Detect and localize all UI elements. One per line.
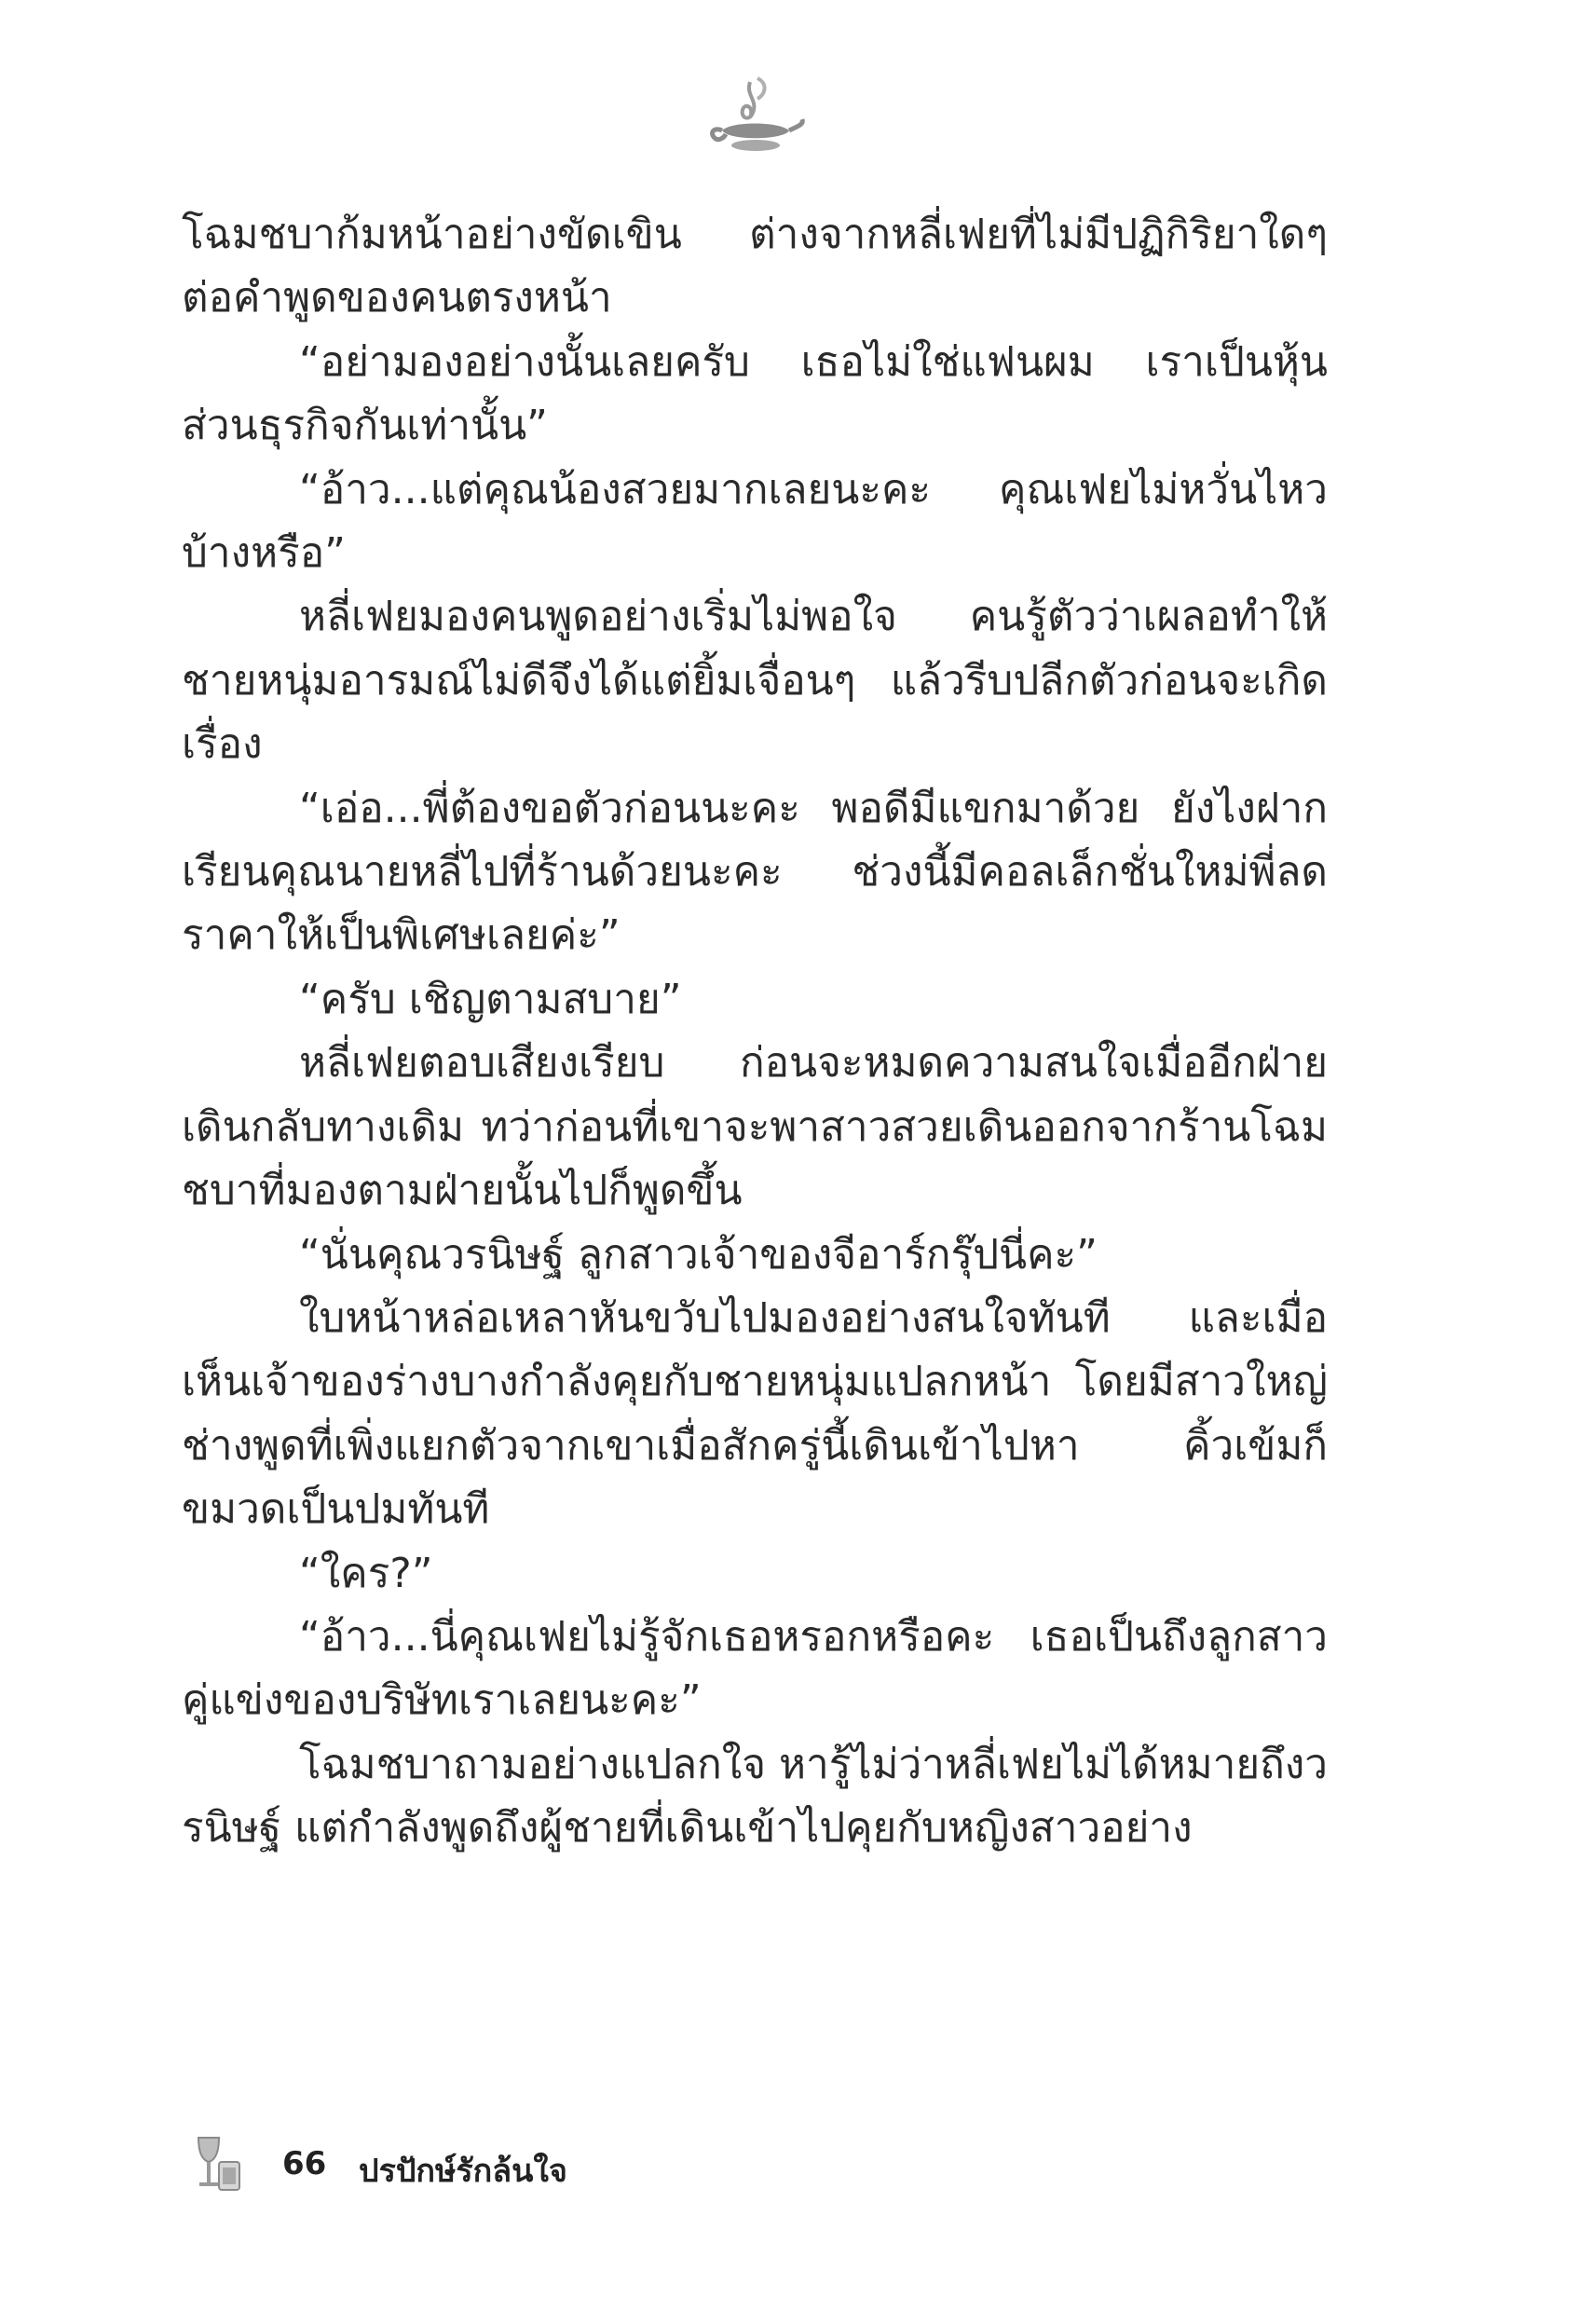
paragraph: ใบหน้าหล่อเหลาหันขวับไปมองอย่างสนใจทันที และเมื่อเห็นเจ้าของร่างบางกำลังคุยกับชายหนุ่มแปลกหน้า โดยมีสาวใหญ่ช่างพูดที่เพิ่งแยกตัวจากเขาเมื่อสักครู่นี้เดินเข้าไปหา คิ้วเข้มก็ขมวดเป็นปมทันที [182, 1293, 1328, 1534]
page-number: 66 [282, 2145, 327, 2182]
wine-glass-icon [191, 2134, 247, 2197]
paragraph: โฉมชบาก้มหน้าอย่างขัดเขิน ต่างจากหลี่เฟยที่ไม่มีปฏิกิริยาใดๆ ต่อคำพูดของคนตรงหน้า [182, 211, 1328, 322]
paragraph: หลี่เฟยมองคนพูดอย่างเริ่มไม่พอใจ คนรู้ตัวว่าเผลอทำให้ชายหนุ่มอารมณ์ไม่ดีจึงได้แต่ยิ้มเจื่อนๆ แล้วรีบปลีกตัวก่อนจะเกิดเรื่อง [182, 593, 1328, 769]
paragraph: “ใคร?” [299, 1549, 433, 1597]
paragraph: “ครับ เชิญตามสบาย” [299, 975, 682, 1023]
genie-lamp-icon [703, 73, 806, 161]
paragraph: “อย่ามองอย่างนั้นเลยครับ เธอไม่ใช่แฟนผม เราเป็นหุ้นส่วนธุรกิจกันเท่านั้น” [182, 337, 1328, 450]
page-footer [191, 2134, 843, 2199]
paragraph: “อ้าว...แต่คุณน้องสวยมากเลยนะคะ คุณเฟยไม่หวั่นไหวบ้างหรือ” [182, 465, 1328, 578]
book-title: ปรปักษ์รักล้นใจ [359, 2153, 567, 2190]
paragraph: “นั่นคุณวรนิษฐ์ ลูกสาวเจ้าของจีอาร์กรุ๊ปนี่คะ” [299, 1230, 1098, 1279]
paragraph: หลี่เฟยตอบเสียงเรียบ ก่อนจะหมดความสนใจเมื่ออีกฝ่ายเดินกลับทางเดิม ทว่าก่อนที่เขาจะพาสาวสวยเดินออกจากร้านโฉมชบาที่มองตามฝ่ายนั้นไปก็พูดขึ้น [182, 1039, 1328, 1215]
paragraph: “อ้าว...นี่คุณเฟยไม่รู้จักเธอหรอกหรือคะ เธอเป็นถึงลูกสาวคู่แข่งของบริษัทเราเลยนะคะ” [182, 1612, 1328, 1725]
body-text [182, 203, 1328, 1861]
paragraph: “เอ่อ...พี่ต้องขอตัวก่อนนะคะ พอดีมีแขกมาด้วย ยังไงฝากเรียนคุณนายหลี่ไปที่ร้านด้วยนะคะ ช่วงนี้มีคอลเล็กชั่นใหม่พี่ลดราคาให้เป็นพิเศษเลยค่ะ” [182, 784, 1328, 960]
paragraph: โฉมชบาถามอย่างแปลกใจ หารู้ไม่ว่าหลี่เฟยไม่ได้หมายถึงวรนิษฐ์ แต่กำลังพูดถึงผู้ชายที่เดินเข้าไปคุยกับหญิงสาวอย่าง [182, 1740, 1328, 1853]
